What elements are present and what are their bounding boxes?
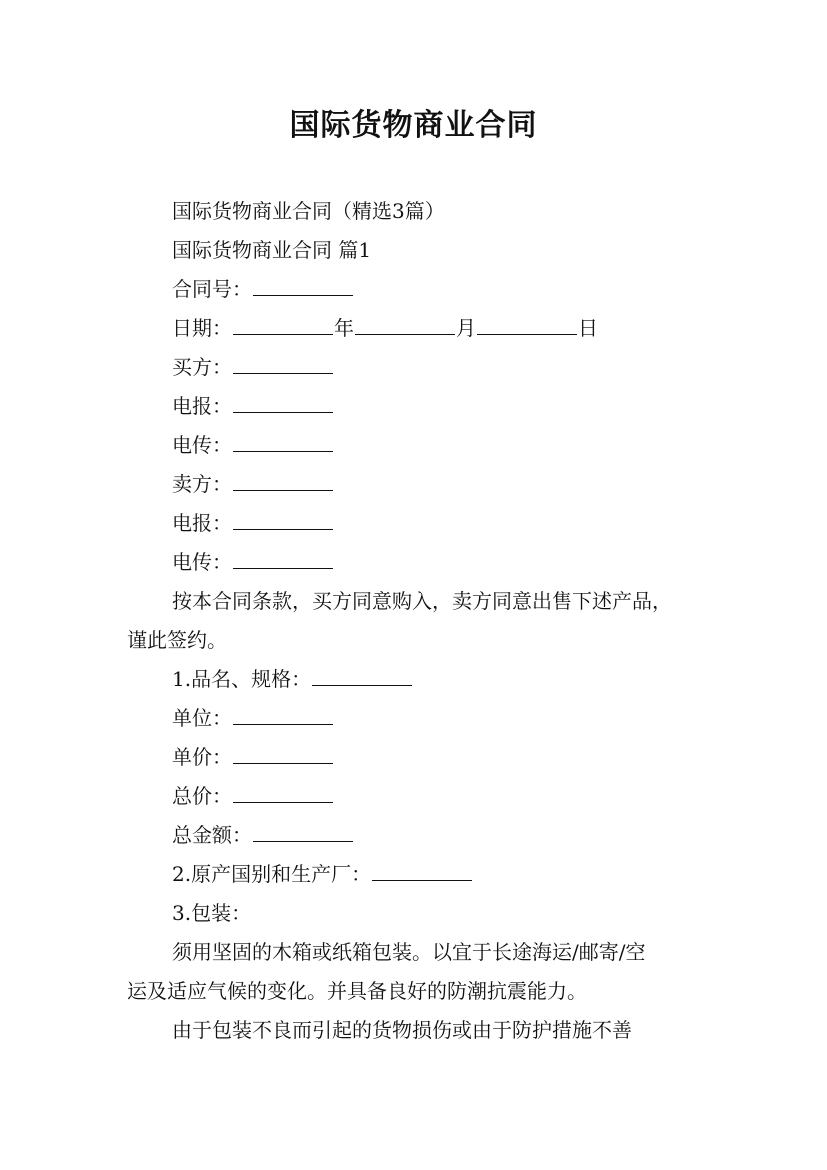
year-blank bbox=[233, 314, 333, 335]
unit-price-label: 单价： bbox=[172, 745, 232, 769]
buyer-line bbox=[172, 353, 334, 381]
buyer-cable-label: 电报： bbox=[172, 394, 232, 418]
contract-no-label: 合同号： bbox=[172, 277, 252, 301]
contract-no-blank bbox=[253, 275, 353, 296]
name-spec-blank bbox=[312, 665, 412, 686]
section-heading: 国际货物商业合同 篇1 bbox=[172, 238, 372, 262]
agreement-line-2: 谨此签约。 bbox=[127, 628, 227, 652]
seller-blank bbox=[233, 470, 333, 491]
date-label: 日期： bbox=[172, 316, 232, 340]
total-amount-blank bbox=[253, 821, 353, 842]
agreement-line-1: 按本合同条款，买方同意购入，卖方同意出售下述产品， bbox=[172, 589, 672, 613]
seller-line bbox=[172, 470, 334, 498]
date-line bbox=[172, 314, 598, 342]
seller-cable-blank bbox=[233, 509, 333, 530]
buyer-fax-blank bbox=[233, 431, 333, 452]
intro-line: 国际货物商业合同（精选3篇） bbox=[172, 199, 445, 223]
year-label: 年 bbox=[334, 316, 354, 340]
document-title: 国际货物商业合同 bbox=[289, 108, 538, 143]
unit-label: 单位： bbox=[172, 706, 232, 730]
packing-heading: 3.包装： bbox=[172, 901, 252, 925]
unit-price-line bbox=[172, 743, 334, 771]
buyer-fax-line bbox=[172, 431, 334, 459]
origin-label: 2.原产国别和生产厂： bbox=[172, 862, 372, 886]
packing-text-line-1: 须用坚固的木箱或纸箱包装。以宜于长途海运/邮寄/空 bbox=[172, 940, 646, 964]
packing-text-line-2: 运及适应气候的变化。并具备良好的防潮抗震能力。 bbox=[127, 979, 587, 1003]
total-price-label: 总价： bbox=[172, 784, 232, 808]
name-spec-label: 1.品名、规格： bbox=[172, 667, 312, 691]
buyer-fax-label: 电传： bbox=[172, 433, 232, 457]
total-amount-label: 总金额： bbox=[172, 823, 252, 847]
total-price-line bbox=[172, 782, 334, 810]
buyer-blank bbox=[233, 353, 333, 374]
buyer-cable-blank bbox=[233, 392, 333, 413]
seller-cable-line bbox=[172, 509, 334, 537]
day-blank bbox=[477, 314, 577, 335]
total-amount-line bbox=[172, 821, 354, 849]
month-label: 月 bbox=[456, 316, 476, 340]
seller-fax-label: 电传： bbox=[172, 550, 232, 574]
seller-fax-line bbox=[172, 548, 334, 576]
day-label: 日 bbox=[578, 316, 598, 340]
name-spec-line bbox=[172, 665, 413, 693]
total-price-blank bbox=[233, 782, 333, 803]
unit-price-blank bbox=[233, 743, 333, 764]
unit-line bbox=[172, 704, 334, 732]
buyer-cable-line bbox=[172, 392, 334, 420]
unit-blank bbox=[233, 704, 333, 725]
seller-fax-blank bbox=[233, 548, 333, 569]
origin-line bbox=[172, 860, 473, 888]
seller-cable-label: 电报： bbox=[172, 511, 232, 535]
origin-blank bbox=[372, 860, 472, 881]
packing-text-line-3: 由于包装不良而引起的货物损伤或由于防护措施不善 bbox=[172, 1018, 632, 1042]
month-blank bbox=[355, 314, 455, 335]
buyer-label: 买方： bbox=[172, 355, 232, 379]
contract-no-line bbox=[172, 275, 354, 303]
seller-label: 卖方： bbox=[172, 472, 232, 496]
